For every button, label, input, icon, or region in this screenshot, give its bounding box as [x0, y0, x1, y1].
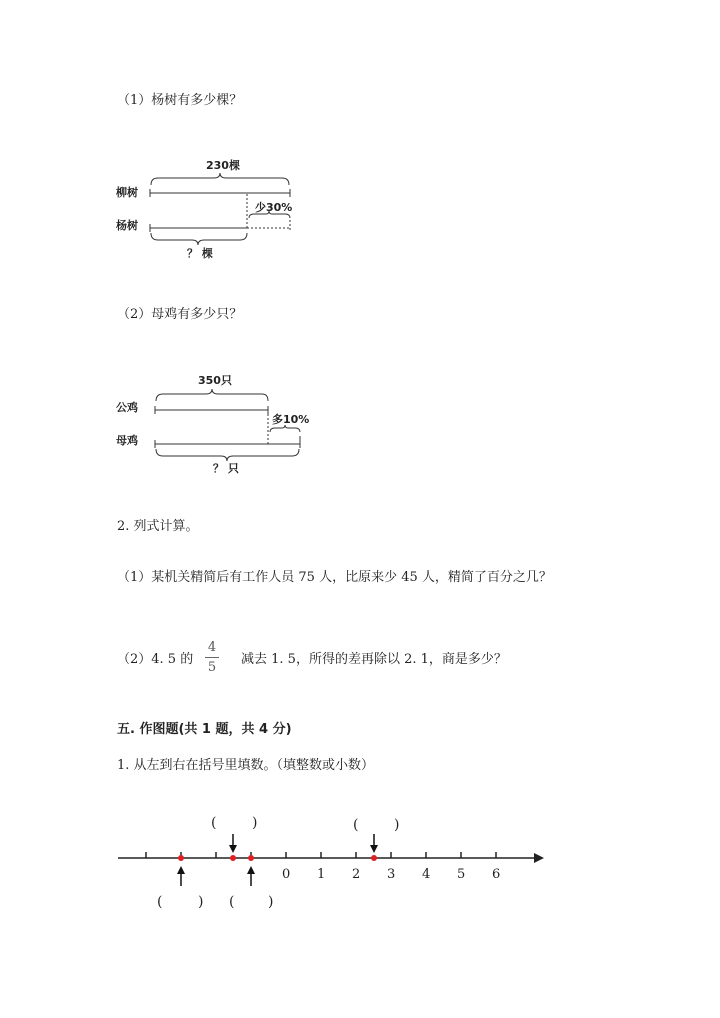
diagram2-unknown-label: ？ 只	[213, 462, 239, 475]
number-line-arrowhead	[534, 853, 544, 863]
tick-label-1: 1	[317, 867, 326, 882]
tick-label-6: 6	[492, 867, 501, 882]
marker-point-b	[230, 855, 236, 861]
section5-title: 五. 作图题(共 1 题，共 4 分)	[117, 722, 292, 737]
answer-blank-b-open[interactable]: (	[211, 815, 217, 831]
fraction-numerator: 4	[207, 640, 217, 655]
diagram1-diff-label: 少30%	[255, 201, 293, 214]
diagram2-diff-label: 多10%	[272, 413, 310, 426]
number-line-ticks	[146, 852, 496, 858]
arrow-down-d	[370, 834, 378, 853]
fraction-denominator: 5	[207, 660, 217, 675]
question-1-text: （1）杨树有多少棵？	[117, 93, 243, 108]
answer-blank-b-close[interactable]: )	[252, 815, 258, 831]
tick-label-0: 0	[282, 867, 291, 882]
answer-blank-c-open[interactable]: (	[229, 894, 235, 910]
tick-label-4: 4	[422, 867, 431, 882]
arrow-down-b	[229, 834, 237, 853]
answer-blank-d-open[interactable]: (	[353, 817, 359, 833]
section2-problem2-prefix: （2）4. 5 的	[117, 652, 194, 667]
question-2-text: （2）母鸡有多少只？	[117, 307, 243, 322]
tick-label-5: 5	[457, 867, 466, 882]
answer-blank-a-open[interactable]: (	[157, 894, 163, 910]
section2-problem2-suffix: 减去 1. 5，所得的差再除以 2. 1，商是多少？	[241, 652, 507, 667]
tick-label-2: 2	[352, 867, 361, 882]
marker-point-c	[248, 855, 254, 861]
diagram2-row1-label: 公鸡	[116, 401, 138, 414]
diagram1-total-label: 230棵	[206, 159, 240, 172]
arrow-up-c	[247, 866, 255, 886]
section2-title: 2. 列式计算。	[117, 519, 199, 534]
answer-blank-a-close[interactable]: )	[198, 894, 204, 910]
diagram1-unknown-label: ？ 棵	[187, 247, 213, 260]
marker-point-a	[178, 855, 184, 861]
tick-label-3: 3	[387, 867, 396, 882]
diagram1-row2-label: 杨树	[116, 219, 138, 232]
answer-blank-d-close[interactable]: )	[394, 817, 400, 833]
section5-question1: 1. 从左到右在括号里填数。（填整数或小数）	[117, 758, 375, 773]
diagram1-row1-label: 柳树	[116, 186, 138, 199]
diagram2-total-label: 350只	[198, 374, 232, 387]
diagram2-row2-label: 母鸡	[116, 434, 138, 447]
answer-blank-c-close[interactable]: )	[268, 894, 274, 910]
section2-problem1: （1）某机关精简后有工作人员 75 人，比原来少 45 人，精简了百分之几？	[117, 570, 552, 585]
arrow-up-a	[177, 866, 185, 886]
marker-point-d	[371, 855, 377, 861]
